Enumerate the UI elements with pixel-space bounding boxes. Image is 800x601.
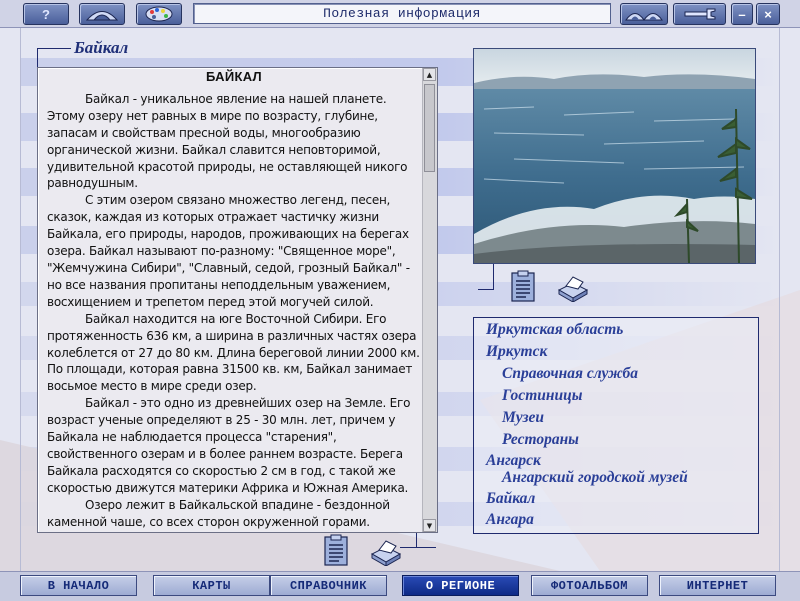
print-article-button[interactable] (369, 536, 403, 568)
help-button[interactable] (23, 3, 69, 25)
nav-region[interactable]: О РЕГИОНЕ (402, 575, 519, 596)
clipboard-icon (510, 270, 536, 302)
palette-button[interactable] (136, 3, 182, 25)
link-irkutsk[interactable]: Иркутск (486, 343, 548, 360)
title-underline (37, 48, 71, 49)
window-title: Полезная информация (193, 3, 611, 24)
section-title: Байкал (74, 38, 129, 57)
minimize-icon: – (738, 6, 746, 22)
link-help-service[interactable]: Справочная служба (502, 365, 639, 382)
link-museums[interactable]: Музеи (502, 409, 545, 426)
bridge-button[interactable] (620, 3, 668, 25)
article-paragraph: Байкал находится на юге Восточной Сибири. Его протяженность 636 км, а ширина в различных частях озера колеблется от 27 до 80 км. Длина береговой линии 2000 км. По площади, которая равна 31500 кв. км, Байкал занимает восьмое место в мире среди озер. (47, 311, 420, 394)
printer-icon (369, 538, 403, 566)
region-links-panel (473, 317, 759, 534)
article-paragraph: Озеро лежит в Байкальской впадине - бездонной каменной чаше, со всех сторон окруженной горами. (47, 497, 390, 529)
links-connector-h (400, 547, 436, 548)
article-text (47, 68, 421, 530)
link-baikal[interactable]: Байкал (486, 490, 536, 507)
palette-icon (144, 6, 174, 22)
baikal-photo (473, 48, 756, 264)
link-hotels[interactable]: Гостиницы (502, 387, 583, 404)
bridge-icon (625, 7, 663, 21)
article-heading: БАЙКАЛ (206, 69, 262, 84)
link-angarsk-museum[interactable]: Ангарский городской музей (502, 469, 688, 486)
photo-connector-v (493, 262, 494, 290)
copy-button[interactable] (506, 270, 540, 302)
copy-article-button[interactable] (319, 534, 353, 566)
article-panel[interactable] (37, 67, 438, 533)
photo-connector-h (478, 289, 494, 290)
tools-button[interactable] (673, 3, 726, 25)
close-icon: × (764, 6, 772, 22)
scroll-thumb[interactable] (424, 84, 435, 172)
link-angara[interactable]: Ангара (486, 511, 534, 528)
title-connector (37, 48, 38, 68)
link-restaurants[interactable]: Рестораны (502, 431, 579, 448)
scroll-down-button[interactable] (423, 519, 436, 532)
scroll-up-button[interactable] (423, 68, 436, 81)
arrow-up-icon: ▲ (426, 70, 433, 79)
close-button[interactable] (756, 3, 780, 25)
arch-icon (85, 7, 119, 21)
nav-reference[interactable]: СПРАВОЧНИК (270, 575, 387, 596)
printer-icon (556, 274, 590, 302)
nav-internet[interactable]: ИНТЕРНЕТ (659, 575, 776, 596)
scrollbar[interactable] (422, 68, 437, 532)
article-paragraph: Байкал - это одно из древнейших озер на Земле. Его возраст ученые определяют в 25 - 30 млн. лет, причем у Байкала не наблюдается процесса "старения", свойственного озерам и в более раннем возрасте. Берега Байкала расходятся со скоростью 2 см в год, с такой же скоростью движутся материки Африка и Южная Америка. (47, 396, 411, 495)
question-icon: ? (42, 6, 50, 22)
links-connector-v (416, 532, 417, 548)
wrench-icon (683, 8, 717, 20)
minimize-button[interactable] (731, 3, 753, 25)
title-bar (0, 0, 800, 28)
arrow-down-icon: ▼ (426, 521, 433, 530)
nav-home[interactable]: В НАЧАЛО (20, 575, 137, 596)
nav-photo-album[interactable]: ФОТОАЛЬБОМ (531, 575, 648, 596)
article-paragraph: С этим озером связано множество легенд, песен, сказок, каждая из которых отражает частичку жизни Байкала, его природы, народов, проживающих на берегах озера. Байкал называют по-разному: "Священное море", "Жемчужина Сибири", "Славный, седой, грозный Байкал" - но все названия пропитаны неподдельным уважением, восхищением и трепетом перед этой могучей силой. (47, 193, 410, 309)
nav-maps[interactable]: КАРТЫ (153, 575, 270, 596)
print-button[interactable] (556, 272, 590, 304)
clipboard-icon (323, 534, 349, 566)
link-angarsk[interactable]: Ангарск (486, 452, 541, 469)
link-irkutsk-region[interactable]: Иркутская область (486, 321, 624, 338)
article-paragraph: Байкал - уникальное явление на нашей планете. Этому озеру нет равных в мире по возрасту, глубине, запасам и свойствам пресной воды, многообразию органической жизни. Байкал славится неповторимой, удивительной красотой природы, не оставляющей никого равнодушным. (47, 91, 408, 191)
home-button[interactable] (79, 3, 125, 25)
bottom-navigation (0, 571, 800, 601)
